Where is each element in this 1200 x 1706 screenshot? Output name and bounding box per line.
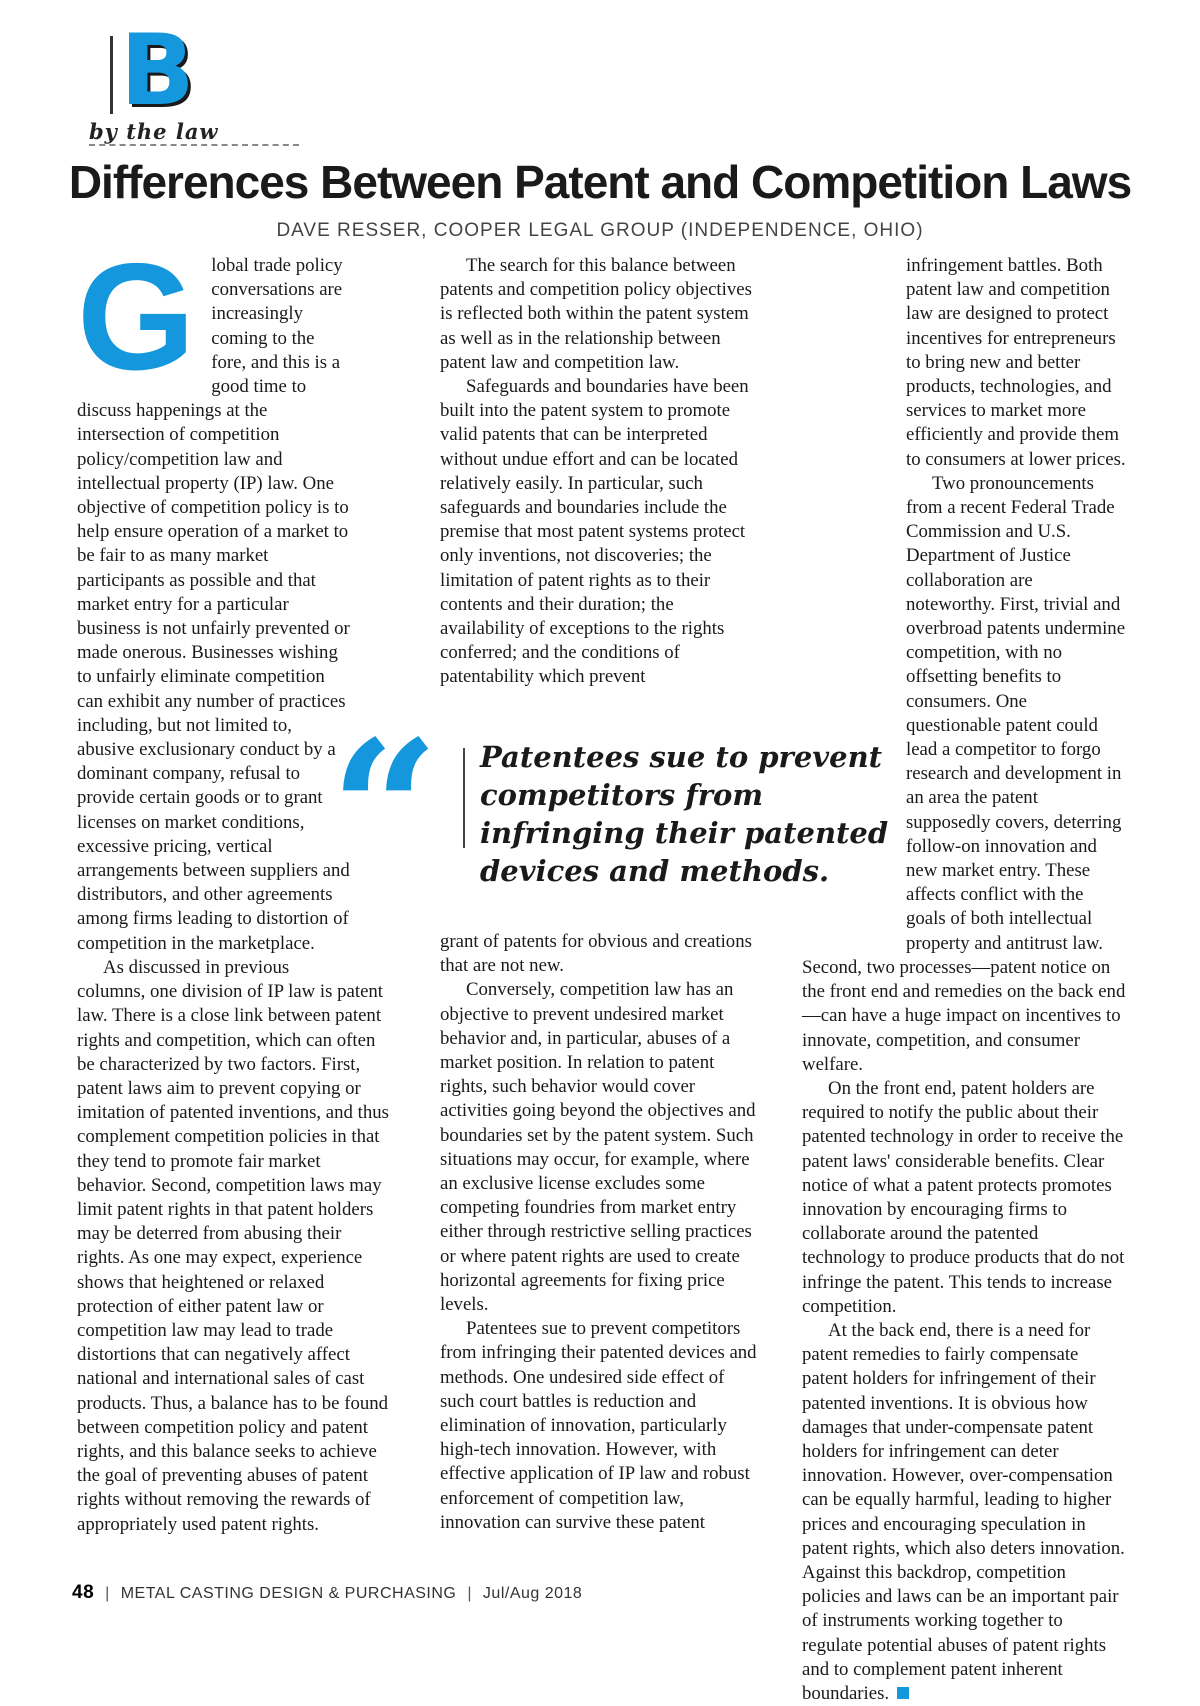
page-footer [72,1582,582,1604]
quote-rule [463,748,465,848]
paragraph: Two pronouncements from a recent Federal Trade Commission and U.S. Department of Justice collaboration are noteworthy. First, trivial and overbroad patents undermine competition, with no offsetting benefits to consumers. One questionable patent could lead a competitor to forgo research and development in an area the patent supposedly covers, deterring follow-on innovation and new market entry. These affects conflict with the goals of both intellectual property and antitrust law. Second, two processes—patent notice on the front end and remedies on the back end—can have a huge impact on incentives to innovate, competition, and consumer welfare. [802,472,1126,1075]
pull-quote-text: Patentees sue to prevent competitors from infringing their patented devices and methods. [480,740,889,888]
logo-tagline: by the law [89,119,219,144]
quote-mark-icon: “ [330,699,440,922]
paragraph: lobal trade policy conversations are increasingly coming to the fore, and this is a good time to discuss happenings at the intersection of competition policy/competition law and intellectual property (IP) law. One objective of competition policy is to help ensure operation of a market to be fair to as many market participants as possible and that market entry for a particular business is not unfairly prevented or made onerous. Businesses wishing to unfairly eliminate competition can exhibit any number of practices including, but not limited to, abusive exclusionary conduct by a dominant company, refusal to provide certain goods or to grant licenses on market conditions, excessive pricing, vertical arrangements between suppliers and distributors, and other agreements among firms leading to distortion of competition in the marketplace. [77,255,350,954]
page-number: 48 [72,1582,95,1603]
paragraph [802,1319,1126,1706]
paragraph: infringement battles. Both patent law and competition law are designed to protect incentives for entrepreneurs to bring new and better products, technologies, and services to market more efficiently and provide them to consumers at lower prices. [906,255,1126,470]
paragraph-text: At the back end, there is a need for patent remedies to fairly compensate patent holders for infringement of their patented inventions. It is obvious how damages that under-compensate patent holders for infringement can deter innovation. However, over-compensation can be equally harmful, leading to higher prices and encouraging speculation in patent rights, which also deters innovation. Against this backdrop, competition policies and laws can be an important pair of instruments working together to regulate potential abuses of patent rights and to complement patent inherent boundaries. [802,1319,1125,1704]
article-title: Differences Between Patent and Competition Laws [68,156,1132,208]
paragraph: The search for this balance between patents and competition policy objectives is reflected both within the patent system as well as in the relationship between patent law and competition law. [440,255,752,373]
article-column-2-top [440,254,760,690]
footer-separator: | [467,1585,472,1602]
article-byline: DAVE RESSER, COOPER LEGAL GROUP (INDEPENDENCE, OHIO) [276,220,924,241]
drop-cap: G [77,232,196,402]
paragraph: Patentees sue to prevent competitors from infringing their patented devices and methods. One undesired side effect of such court battles is reduction and elimination of innovation, particularly high-tech innovation. However, with effective application of IP law and robust enforcement of competition law, innovation can survive these patent [440,1318,757,1533]
article-column-2-bottom [440,930,760,1535]
logo-letter: B [120,14,195,128]
logo-bar [110,36,113,114]
pull-quote [330,699,890,922]
logo-divider [89,144,299,146]
paragraph: On the front end, patent holders are required to notify the public about their patented technology in order to receive the patent laws' considerable benefits. Clear notice of what a patent protects promotes innovation by encouraging firms to collaborate around the patented technology to produce products that do not infringe the patent. This tends to increase competition. [802,1077,1125,1317]
paragraph: Safeguards and boundaries have been built into the patent system to promote valid patents that can be interpreted without undue effort and can be located relatively easily. In particular, such safeguards and boundaries include the premise that most patent systems protect only inventions, not discoveries; the limitation of patent rights as to their contents and their duration; the availability of exceptions to the rights conferred; and the conditions of patentability which prevent [440,376,749,688]
publication-name: METAL CASTING DESIGN & PURCHASING [120,1585,457,1602]
footer-separator: | [105,1585,110,1602]
paragraph: As discussed in previous columns, one division of IP law is patent law. There is a close link between patent rights and competition, which can often be characterized by two factors. First, patent laws aim to prevent copying or imitation of patented inventions, and thus complement competition policies in that they tend to promote fair market behavior. Second, competition laws may limit patent rights in that patent holders may be deterred from abusing their rights. As one may expect, experience shows that heightened or relaxed protection of either patent law or competition law may lead to trade distortions that can negatively affect national and international sales of cast products. Thus, a balance has to be found between competition policy and patent rights, and this balance seeks to achieve the goal of preventing abuses of patent rights without removing the rewards of appropriately used patent rights. [77,956,389,1535]
end-of-article-icon [897,1687,909,1699]
paragraph: Conversely, competition law has an objective to prevent undesired market behavior and, in particular, abuses of a market position. In relation to patent rights, such behavior would cover activities going beyond the objectives and boundaries set by the patent system. Such situations may occur, for example, where an exclusive license excludes some competing foundries from market entry either through restrictive selling practices or where patent rights are used to create horizontal agreements for fixing price levels. [440,979,756,1316]
issue-date: Jul/Aug 2018 [482,1585,583,1602]
article-column-3 [802,254,1126,1706]
paragraph: grant of patents for obvious and creations that are not new. [440,931,752,977]
